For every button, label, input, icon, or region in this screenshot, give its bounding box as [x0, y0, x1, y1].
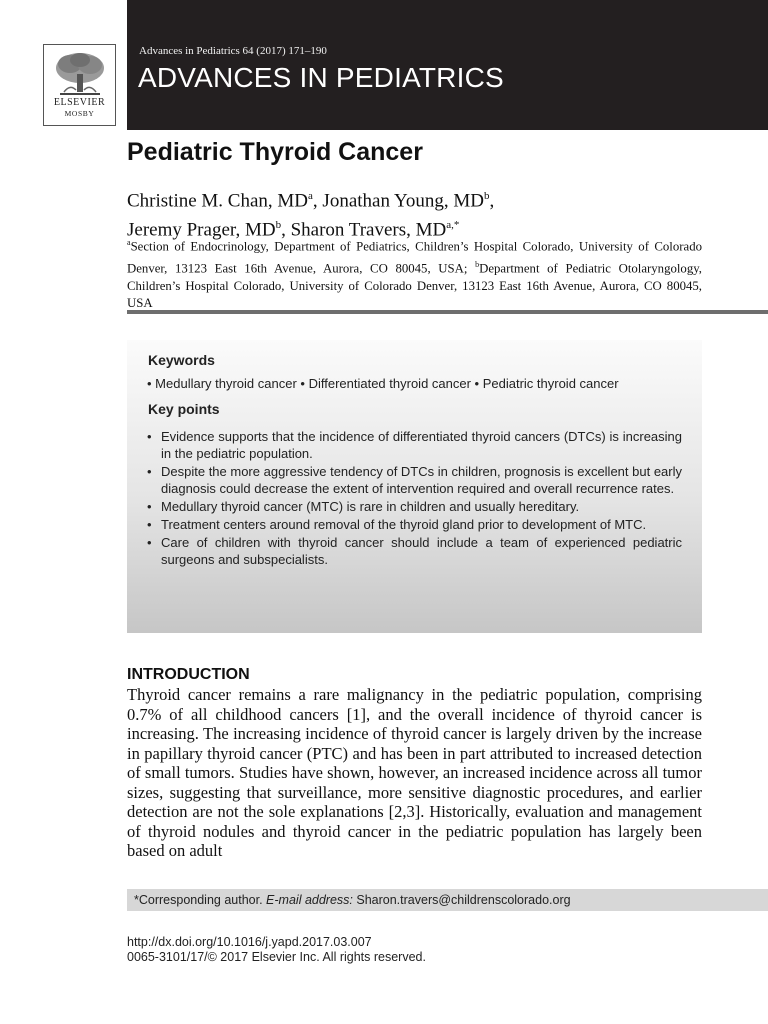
affiliations — [127, 234, 702, 313]
keyword: Differentiated thyroid cancer — [308, 376, 471, 391]
author-name: Jeremy Prager, MD — [127, 219, 276, 241]
author-affiliation-mark: a — [308, 190, 313, 202]
author-name: Sharon Travers, MD — [290, 219, 447, 241]
keywords-list: • Medullary thyroid cancer • Differentiated thyroid cancer • Pediatric thyroid cancer — [147, 376, 619, 391]
elsevier-logo — [43, 44, 116, 126]
key-points-list — [147, 428, 682, 569]
corresponding-author-footnote: *Corresponding author. E-mail address: Sharon.travers@childrenscolorado.org — [127, 889, 768, 911]
affiliation-text: Section of Endocrinology, Department of Pediatrics, Children’s Hospital Colorado, University of Colorado Denver, 13123 East 16th Avenue, Aurora, CO 80045, USA; — [127, 239, 702, 276]
key-point: • Evidence supports that the incidence of differentiated thyroid cancers (DTCs) is increasing in the pediatric population. — [147, 428, 682, 462]
doi-link[interactable]: http://dx.doi.org/10.1016/j.yapd.2017.03.007 — [127, 935, 372, 949]
introduction-paragraph: Thyroid cancer remains a rare malignancy in the pediatric population, comprising 0.7% of all childhood cancers [1], and the overall incidence of thyroid cancer is increasing. The increasing incidence of thyroid cancer is largely driven by the increase in papillary thyroid cancer (PTC) and has been in part attributed to increased detection of small tumors. Studies have shown, however, an increased incidence across all tumor sizes, suggesting that surveillance, more sensitive diagnostic procedures, and earlier detection are not the sole explanations [2,3]. Historically, evaluation and management of thyroid nodules and thyroid cancer in the pediatric population has largely been based on adult — [127, 685, 702, 860]
keyword: Medullary thyroid cancer — [155, 376, 297, 391]
copyright-line: 0065-3101/17/© 2017 Elsevier Inc. All rights reserved. — [127, 950, 426, 964]
doi-block — [127, 935, 426, 965]
author-email: Sharon.travers@childrenscolorado.org — [356, 893, 571, 907]
author-affiliation-mark: b — [483, 190, 490, 202]
affiliation-mark: a — [127, 238, 131, 247]
affiliation-text: Department of Pediatric Otolaryngology, Children’s Hospital Colorado, University of Colorado Denver, 13123 East 16th Avenue, Aurora, CO 80045, USA — [127, 261, 702, 311]
introduction-heading: INTRODUCTION — [127, 666, 250, 683]
author-affiliation-mark: a,* — [446, 219, 460, 232]
author-name: Jonathan Young, MD — [322, 190, 484, 212]
author-affiliation-mark: b — [275, 219, 282, 232]
key-point: • Care of children with thyroid cancer should include a team of experienced pediatric surgeons and subspecialists. — [147, 534, 682, 568]
section-divider — [127, 310, 768, 314]
key-point: • Medullary thyroid cancer (MTC) is rare in children and usually hereditary. — [147, 498, 682, 515]
key-points-heading: Key points — [148, 401, 220, 417]
journal-citation: Advances in Pediatrics 64 (2017) 171–190 — [139, 45, 327, 57]
affiliation-mark: b — [475, 259, 480, 269]
keywords-heading: Keywords — [148, 352, 215, 368]
author-list: Christine M. Chan, $MD^a$, Jonathan Young, $MD^b$, Jeremy Prager, $MD^b$, Sharon Travers, $MD^{a,*}$ — [127, 190, 495, 241]
keywords-keypoints-box — [127, 340, 702, 633]
journal-name: ADVANCES IN PEDIATRICS — [138, 62, 504, 93]
tree-emblem-icon — [50, 50, 110, 96]
key-point: • Despite the more aggressive tendency of DTCs in children, prognosis is excellent but early diagnosis could decrease the extent of intervention required and overall recurrence rates. — [147, 463, 682, 497]
key-point: • Treatment centers around removal of the thyroid gland prior to development of MTC. — [147, 516, 682, 533]
publisher-imprint: MOSBY — [64, 109, 95, 118]
author-name: Christine M. Chan, MD — [127, 190, 309, 212]
keyword: Pediatric thyroid cancer — [482, 376, 619, 391]
article-title: Pediatric Thyroid Cancer — [127, 138, 423, 166]
publisher-name: ELSEVIER — [53, 97, 106, 108]
